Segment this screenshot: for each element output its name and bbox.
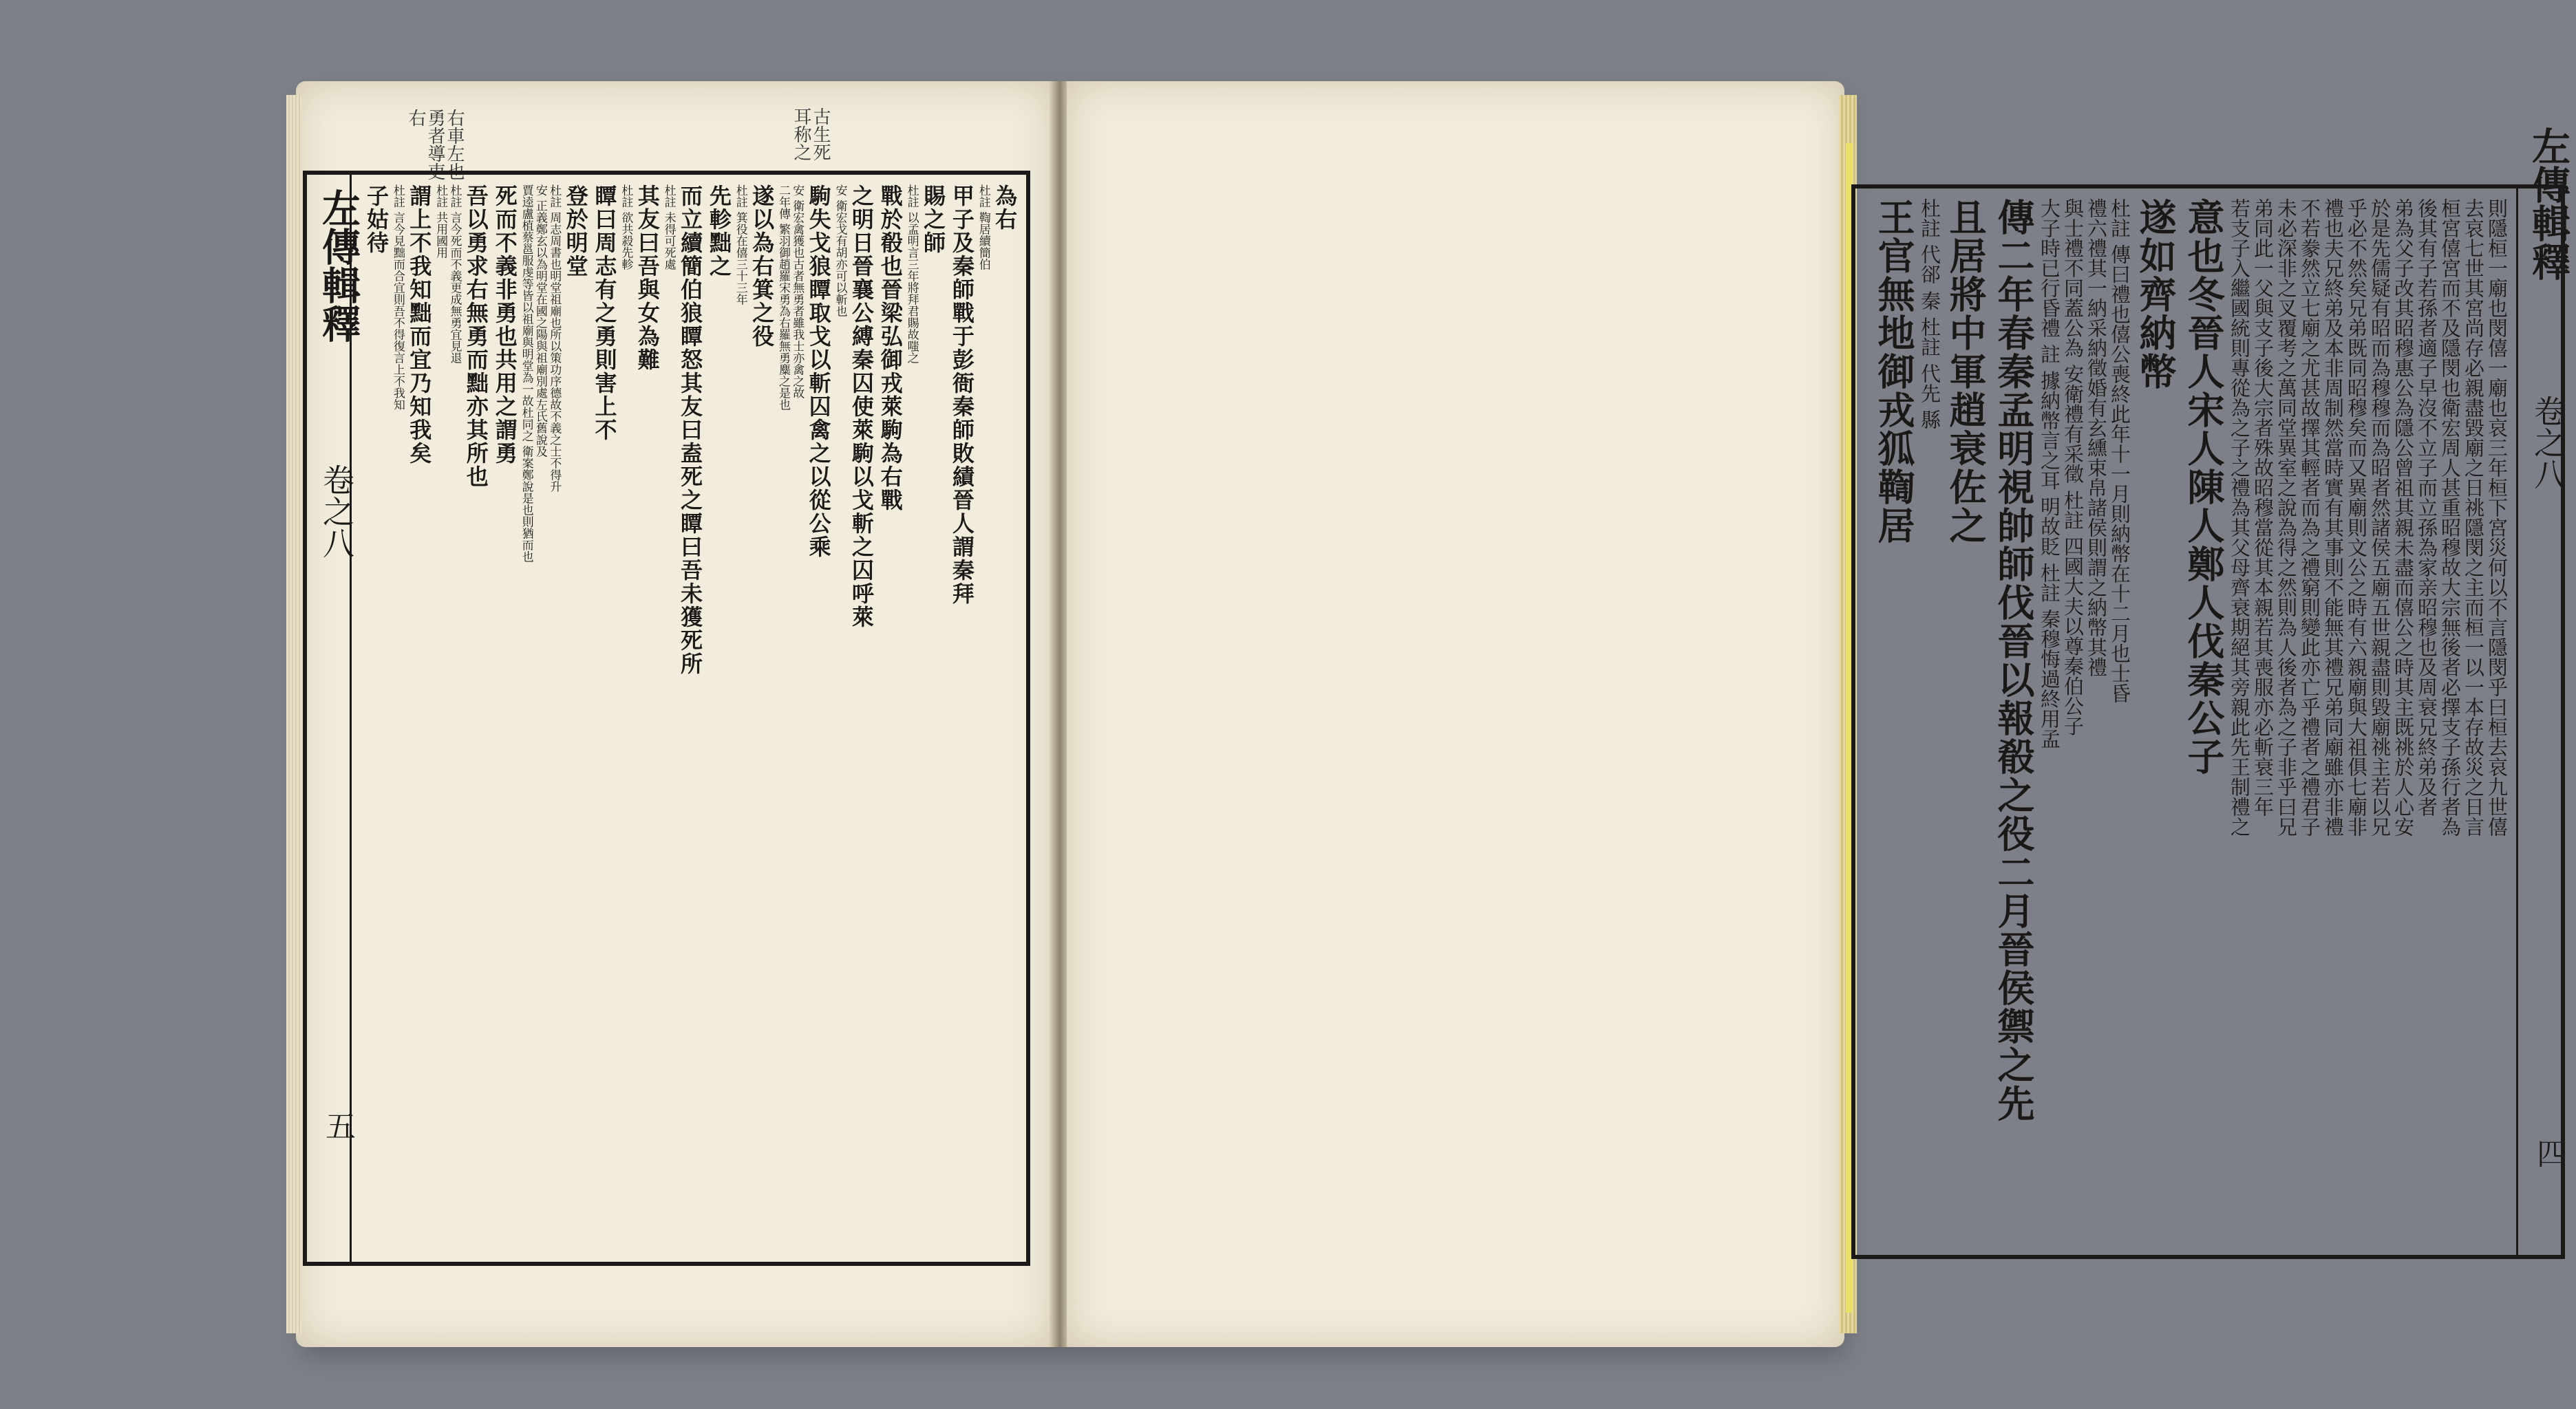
margin-note: 右車左也勇者導吏右 [405,109,465,180]
annotation-column: 未必深非之叉覆考之萬同堂異室之說為得之然則為人後者為之子非乎曰兄 [2275,198,2298,837]
annotation-column: 禮也夫兄終弟及本非周制然當時實有其事則不能無其禮兄弟同廟雖亦非禮 [2321,198,2345,837]
open-book [296,81,2571,1347]
text-column: 戰於殽也晉梁弘御戎萊駒為右戰 [877,184,904,512]
annotation-column: 安 衛宏禽獲也古者無勇者雖我士亦禽之故 [790,184,805,399]
right-page [1067,81,2571,1347]
annotation-column: 賈逵盧植蔡邕服虔等皆以祖廟與明堂為一故杜同之 衛案鄭說是也則猶而也 [519,184,533,563]
annotation-column: 杜註 以孟明言三年將拜君賜故嗤之 [904,184,919,364]
text-column: 意也冬晉人宋人陳人鄭人伐秦公子 [2182,198,2226,776]
fold-page-number: 四 [2531,1138,2566,1168]
annotation-column: 安 衛宏戈有胡亦可以斬也 [833,184,847,317]
annotation-column: 禮六禮其一納采納徵婚有玄纁束帛諸侯則謂之納幣其禮 [2085,198,2108,677]
annotation-column: 於是先儒疑有昭而為穆穆而為昭者然諸侯五廟五世親盡則毀廟祧主若以兄 [2368,198,2392,837]
right-text-frame [1851,127,2571,1259]
text-column: 且居將中軍趙衰佐之 [1944,198,1988,545]
text-column: 遂以為右箕之役 [749,184,776,348]
text-column: 甲子及秦師戰于彭衙秦師敗績晉人謂秦拜 [948,184,975,605]
text-column: 而立續簡伯狼瞫怒其友曰盍死之瞫曰吾未獲死所 [677,184,703,676]
annotation-column: 杜註 傳曰禮也僖公喪終此年十一月則納幣在十二月也士昏 [2108,198,2131,704]
annotation-column: 與士禮不同蓋公為 安衛禮有采徵 杜註 四國大夫以尊秦伯公子 [2061,198,2085,736]
left-page [296,81,1053,1347]
fold-volume: 卷之八 [318,464,355,559]
left-text-frame [303,171,1030,1266]
text-column: 為右 [992,184,1019,231]
text-column: 子姑待 [363,184,390,255]
annotation-column: 大子時已行昏禮 註 據納幣言之耳 明故貶 杜註 秦穆悔過終用孟 [2038,198,2061,749]
annotation-column: 杜註 言今見黜而合宜則吾不得復言上不我知 [390,184,405,411]
margin-note: 古生死耳称之 [791,107,831,161]
annotation-column: 杜註 代郤 秦 杜註 代先 縣 [1918,198,1941,430]
text-column: 吾以勇求右無勇而黜亦其所也 [462,184,489,488]
annotation-column: 乎必不然矣兄弟既同昭穆矣而又異廟則文公之時有六親廟與大祖俱七廟非 [2345,198,2368,837]
annotation-column: 不若豢然立七廟之尤甚故擇其輕者而為之禮窮則變此亦亡乎禮者之禮君子 [2298,198,2321,837]
left-fold-strip [307,175,361,1262]
annotation-column: 後其有子若孫者適子早沒不立子而立孫為家亲昭穆也及周衰兄終弟及者 [2415,198,2438,817]
annotation-column: 杜註 周志周書也明堂祖廟也所以策功序德故不義之士不得升 [547,184,562,493]
text-column: 瞫曰周志有之勇則害上不 [591,184,618,442]
text-column: 遂如齊納幣 [2133,198,2178,391]
annotation-column: 杜註 未得可死處 [661,184,676,270]
fold-title: 左傳輯釋 [316,189,361,343]
text-column: 登於明堂 [562,184,589,278]
annotation-column: 弟為父子改其昭穆惠公為隱公曾祖其親未盡而僖公之時其主既祧於人心安 [2392,198,2415,837]
fold-volume: 卷之八 [2529,395,2566,490]
annotation-column: 則隱桓一廟也閔僖一廟也哀三年桓下宮災何以不言隱閔乎曰桓去哀九世僖 [2485,198,2509,837]
annotation-column: 杜註 言今死而不義更成無勇宜見退 [447,184,462,364]
text-column: 駒失戈狼瞫取戈以斬囚禽之以從公乘 [805,184,832,559]
text-column: 其友曰吾與女為難 [634,184,661,372]
text-column: 賜之師 [919,184,946,255]
left-page-edges [286,95,301,1333]
text-column: 傳二年春秦孟明視帥師伐晉以報殽之役二月晉侯禦之先 [1992,198,2036,1123]
annotation-column: 安 正義鄭玄以為明堂在國之陽與祖廟別處左氏舊說及 [533,184,547,458]
text-column: 謂上不我知黜而宜乃知我矣 [406,184,433,465]
annotation-column: 杜註 共用國用 [434,184,448,259]
text-column: 死而不義非勇也共用之謂勇 [491,184,518,465]
annotation-column: 弟同此一父與支子後大宗者殊故昭穆當從其本親若其喪服亦必斬衰三年 [2251,198,2275,817]
text-column: 先軫黜之 [705,184,732,278]
right-fold-strip [2516,127,2571,1255]
fold-page-number: 五 [320,1110,355,1141]
annotation-column: 杜註 欲共殺先軫 [619,184,633,270]
annotation-column: 二年傳 繁羽御趙羅宋勇為右羅無勇麋之是也 [776,184,790,411]
text-column: 之明日晉襄公縛秦囚使萊駒以戈斬之囚呼萊 [848,184,875,629]
fold-title: 左傳輯釋 [2526,127,2571,281]
annotation-column: 杜註 鞫居續簡伯 [976,184,990,270]
annotation-column: 若支子入繼國統則專從為之子之禮為其父母齊衰期絕其旁親此先王制禮之 [2228,198,2251,837]
annotation-column: 桓宮僖宮而不及隱閔也衛宏周人甚重昭穆故大宗無後者必擇支子孫行者為 [2438,198,2462,837]
annotation-column: 去哀七世其宮尚存必親盡毀廟之日祧隱閔之主而桓一以一本存故災之日言 [2462,198,2485,837]
text-column: 王官無地御戎狐鞫居 [1872,198,1916,545]
annotation-column: 杜註 箕役在僖三十三年 [733,184,747,305]
